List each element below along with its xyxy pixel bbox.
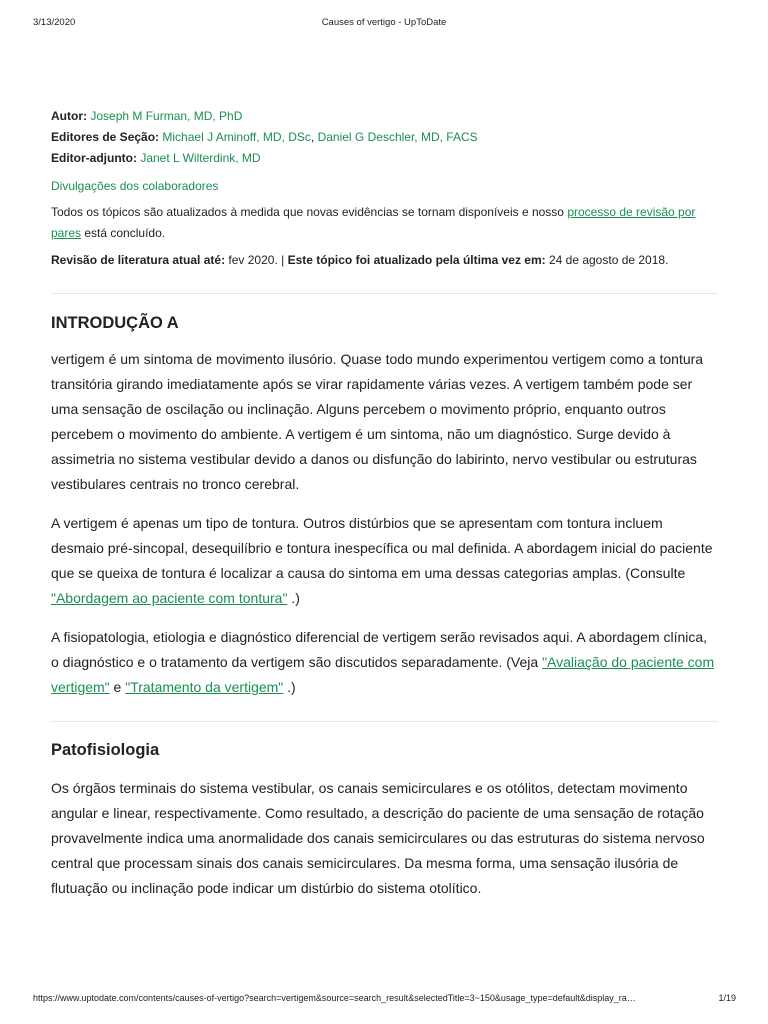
disclosures-link[interactable]: Divulgações dos colaboradores: [51, 179, 219, 193]
intro-p3-mid: e: [109, 679, 126, 695]
intro-p2-end: .): [287, 590, 300, 606]
deputy-editor-label: Editor-adjunto:: [51, 151, 137, 165]
section-editor-link-aminoff[interactable]: Michael J Aminoff, MD, DSc: [162, 130, 311, 144]
intro-paragraph-1: vertigem é um sintoma de movimento ilusório. Quase todo mundo experimentou vertigem como a tontura transitória girando imediatamente após se virar rapidamente várias vezes. A vertigem também pode ser uma sensação de oscilação ou inclinação. Alguns percebem o movimento próprio, enquanto outros percebem o movimento do ambiente. A vertigem é um sintoma, não um diagnóstico. Surge devido à assimetria no sistema vestibular devido a danos ou disfunção do labirinto, nervo vestibular ou estruturas vestibulares centrais no tronco cerebral.: [51, 351, 704, 492]
disclosures-row: [51, 176, 718, 197]
section-divider: [51, 293, 718, 294]
intro-paragraph-3: [51, 625, 718, 700]
deputy-editor-link[interactable]: Janet L Wilterdink, MD: [140, 151, 261, 165]
section-editor-link-deschler[interactable]: Daniel G Deschler, MD, FACS: [317, 130, 478, 144]
vertigo-treatment-link[interactable]: "Tratamento da vertigem": [125, 679, 284, 695]
author-link[interactable]: Joseph M Furman, MD, PhD: [90, 109, 243, 123]
author-label: Autor:: [51, 109, 87, 123]
print-page-number: 1/19: [718, 993, 736, 1003]
author-line: [51, 106, 718, 127]
intro-p3-text: A fisiopatologia, etiologia e diagnóstico diferencial de vertigem serão revisados aqui. A abordagem clínica, o diagnóstico e o tratamento da vertigem são discutidos separadamente. (Veja: [51, 629, 708, 670]
lit-review-label: Revisão de literatura atual até:: [51, 253, 226, 267]
intro-p2-text: A vertigem é apenas um tipo de tontura. Outros distúrbios que se apresentam com tontura incluem desmaio pré-sincopal, desequilíbrio e tontura inespecífica ou mal definida. A abordagem inicial do paciente que se queixa de tontura é localizar a causa do sintoma em uma dessas categorias amplas. (Consulte: [51, 515, 713, 581]
pathophysiology-paragraph-1: Os órgãos terminais do sistema vestibular, os canais semicirculares e os otólitos, detectam movimento angular e linear, respectivamente. Como resultado, a descrição do paciente de uma sensação de rotação provavelmente indica uma anormalidade dos canais semicirculares ou das estruturas do sistema nervoso central que processam sinais dos canais semicirculares. Da mesma forma, uma sensação ilusória de flutuação ou inclinação pode indicar um distúrbio do sistema otolítico.: [51, 780, 705, 896]
review-dates: [51, 250, 718, 271]
update-notice-end: está concluído.: [81, 226, 166, 240]
peer-review-link[interactable]: processo de revisão por pares: [51, 205, 696, 240]
article-content: [51, 106, 718, 901]
section-editors-label: Editores de Seção:: [51, 130, 160, 144]
update-notice: [51, 202, 718, 244]
contributors-block: [51, 106, 718, 169]
section-editors-line: [51, 127, 718, 148]
lit-review-value: fev 2020. |: [225, 253, 288, 267]
updated-label: Este tópico foi atualizado pela última vez em:: [287, 253, 546, 267]
intro-p3-end: .): [283, 679, 296, 695]
print-date: 3/13/2020: [33, 17, 76, 28]
section-divider: [51, 721, 718, 722]
deputy-editor-line: [51, 148, 718, 169]
dizziness-approach-link[interactable]: "Abordagem ao paciente com tontura": [51, 590, 288, 606]
editor-separator: ,: [310, 130, 315, 144]
intro-paragraph-2: [51, 511, 718, 611]
print-url: https://www.uptodate.com/contents/causes-of-vertigo?search=vertigem&source=search_result&selectedTitle=3~150&usage_type=default&display_ra…: [33, 993, 636, 1003]
print-title: Causes of vertigo - UpToDate: [321, 17, 447, 28]
vertigo-evaluation-link[interactable]: "Avaliação do paciente com vertigem": [51, 654, 715, 695]
intro-heading: INTRODUÇÃO A: [51, 314, 179, 332]
pathophysiology-heading: Patofisiologia: [51, 741, 160, 759]
update-notice-text: Todos os tópicos são atualizados à medida que novas evidências se tornam disponíveis e nosso: [51, 205, 568, 219]
updated-value: 24 de agosto de 2018.: [545, 253, 669, 267]
